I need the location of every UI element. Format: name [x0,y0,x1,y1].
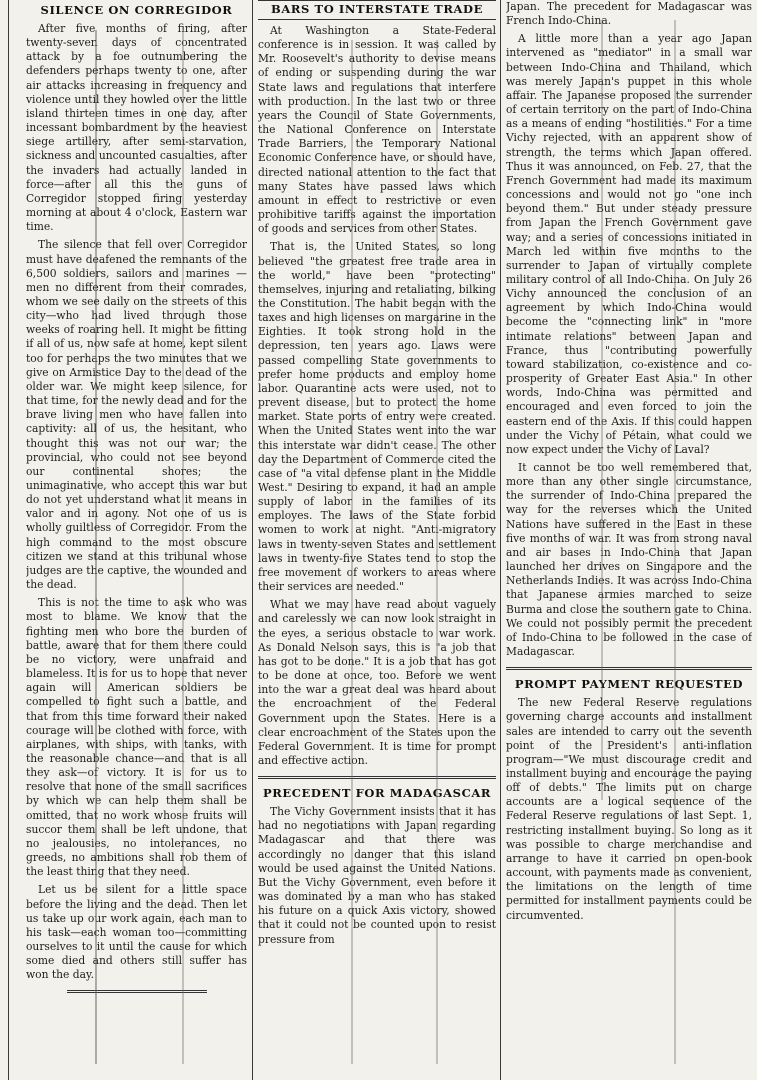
paragraph: The new Federal Reserve regulations governing charge accounts and installment sales are intended to carry out the seventh point of the President's anti-inflation program—"We must discourage credit and installment buying and encourage the paying off of debts." The limits put on charge accounts are a logical sequence of the Federal Reserve regulations of last Sept. 1, restricting installment buying. So long as it was possible to charge merchandise and arrange to have it carried on open-book account, with payments made as convenient, the limitations on the length of time permitted for installment payments could be circumvented. [506,696,752,922]
column-rule-1 [252,0,253,1080]
section-divider [258,776,496,801]
section-divider [506,667,752,692]
paragraph: What we may have read about vaguely and carelessly we can now look straight in the eyes, a serious obstacle to war work. As Donald Nelson says, this is "a job that has got to be done." It is a job that has got to be done at once, too. Before we went into the war a great deal was heard about the encroachment of the Federal Government upon the States. Here is a clear encroachment of the States upon the Federal Government. It is time for prompt and effective action. [258,598,496,767]
paragraph: At Washington a State-Federal conference is in session. It was called by Mr. Roosevelt's authority to devise means of ending or suspending during the war State laws and regulations that interfere with production. In the last two or three years the Council of State Governments, the National Conference on Interstate Trade Barriers, the Temporary National Economic Conference have, or should have, directed national attention to the fact that many States have passed laws which amount in effect to restrictive or even prohibitive tariffs against the importation of goods and services from other States. [258,24,496,236]
headline-precedent-for-madagascar: PRECEDENT FOR MADAGASCAR [262,786,492,801]
headline-prompt-payment-requested: PROMPT PAYMENT REQUESTED [514,677,744,692]
headline-silence-on-corregidor: SILENCE ON CORREGIDOR [40,3,233,17]
editorial-column-3 [506,0,752,1080]
editorial-column-1 [26,0,247,1080]
paragraph: That is, the United States, so long believed "the greatest free trade area in the world," have been "protecting" themselves, injuring and retaliating, bilking the Constitution. The habit began with the taxes and high licenses on margarine in the Eighties. It took strong hold in the depression, ten years ago. Laws were passed compelling State governments to prefer home products and employ home labor. Quarantine acts were used, not to prevent disease, but to protect the home market. State ports of entry were created. When the United States went into the war this interstate war didn't cease. The other day the Department of Commerce cited the case of "a vital defense plant in the Middle West." Desiring to expand, it had an ample supply of labor in the families of its employes. The laws of the State forbid women to work at night. "Anti-migratory laws in twenty-seven States and settlement laws in twenty-five States tend to stop the free movement of workers to areas where their services are needed." [258,240,496,594]
end-rule [67,990,207,993]
headline-bars-to-interstate-trade: BARS TO INTERSTATE TRADE [258,0,496,20]
column-rule-2 [500,0,501,1080]
paragraph: Let us be silent for a little space before the living and the dead. Then let us take up our work again, each man to his task—each woman too—committing ourselves to it until the cause for which some died and others still suffer has won the day. [26,883,247,982]
paragraph: It cannot be too well remembered that, more than any other single circumstance, the surrender of Indo-China prepared the way for the reverses which the United Nations have suffered in the East in these five months of war. It was from strong naval and air bases in Indo-China that Japan launched her drives on Singapore and the Netherlands Indies. It was across Indo-China that Japanese armies marched to seize Burma and close the southern gate to China. We could not possibly permit the precedent of Indo-China to be followed in the case of Madagascar. [506,461,752,659]
paragraph: A little more than a year ago Japan intervened as "mediator" in a small war between Indo-China and Thailand, which was merely Japan's puppet in this whole affair. The Japanese proposed the surrender of certain territory on the part of Indo-China as a means of ending "hostilities." For a time Vichy rejected, with an apparent show of strength, the terms which Japan offered. Thus it was announced, on Feb. 27, that the French Government had made its maximum concessions and would not go "one inch beyond them." But under steady pressure from Japan the French Government gave way; and a series of concessions initiated in March led within five months to the surrender to Japan of virtually complete military control of all Indo-China. On July 26 Vichy announced the conclusion of an agreement by which Indo-China would become the "connecting link" in "more intimate relations" between Japan and France, thus "contributing powerfully toward stabilization, co-existence and co-prosperity of Greater East Asia." In other words, Indo-China was permitted and encouraged and even forced to join the eastern end of the Axis. If this could happen under the Vichy of Pétain, what could we now expect under the Vichy of Laval? [506,32,752,456]
paragraph: This is not the time to ask who was most to blame. We know that the fighting men who bore the burden of battle, aware that for them there could be no victory, were unafraid and blameless. It is for us to hope that never again will American soldiers be compelled to fight such a battle, and that from this time forward their naked courage will be clothed with force, with airplanes, with ships, with tanks, with the reasonable chance—and that is all they ask—of victory. It is for us to resolve that none of the small sacrifices by which we can help them shall be omitted, that no work whose fruits will succor them shall be left undone, that no jealousies, no intolerances, no greeds, no ambitions shall rob them of the least thing that they need. [26,596,247,879]
paragraph: The Vichy Government insists that it has had no negotiations with Japan regarding Madagascar and that there was accordingly no danger that this island would be used against the United Nations. But the Vichy Government, even before it was dominated by a man who has staked his future on a quick Axis victory, showed that it could not be counted upon to resist pressure from [258,805,496,946]
paragraph: The silence that fell over Corregidor must have deafened the remnants of the 6,500 soldiers, sailors and marines —men no different from their comrades, whom we see daily on the streets of this city—who had lived through those weeks of roaring hell. It might be fitting if all of us, now safe at home, kept silent too for perhaps the two minutes that we give on Armistice Day to the dead of the older war. We might keep silence, for that time, for the newly dead and for the brave living men who have fallen into captivity: all of us, the hesitant, who thought this was not our war; the provincial, who could not see beyond our continental shores; the unimaginative, who accept this war but do not yet understand what it means in valor and in agony. Not one of us is wholly guiltless of Corregidor. From the high command to the most obscure citizen we stand at this tribunal whose judges are the captive, the wounded and the dead. [26,238,247,592]
column-rule-left [8,0,9,1080]
editorial-column-2 [258,0,496,1080]
paragraph-continued: Japan. The precedent for Madagascar was French Indo-China. [506,0,752,28]
paragraph: After five months of firing, after twenty-seven days of concentrated attack by a foe outnumbering the defenders perhaps twenty to one, after air attacks increasing in frequency and violence until they howled over the little island thirteen times in one day, after incessant bombardment by the heaviest siege artillery, after semi-starvation, sickness and uncounted casualties, after the invaders had actually landed in force—after all this the guns of Corregidor stopped firing yesterday morning at about 4 o'clock, Eastern war time. [26,22,247,234]
